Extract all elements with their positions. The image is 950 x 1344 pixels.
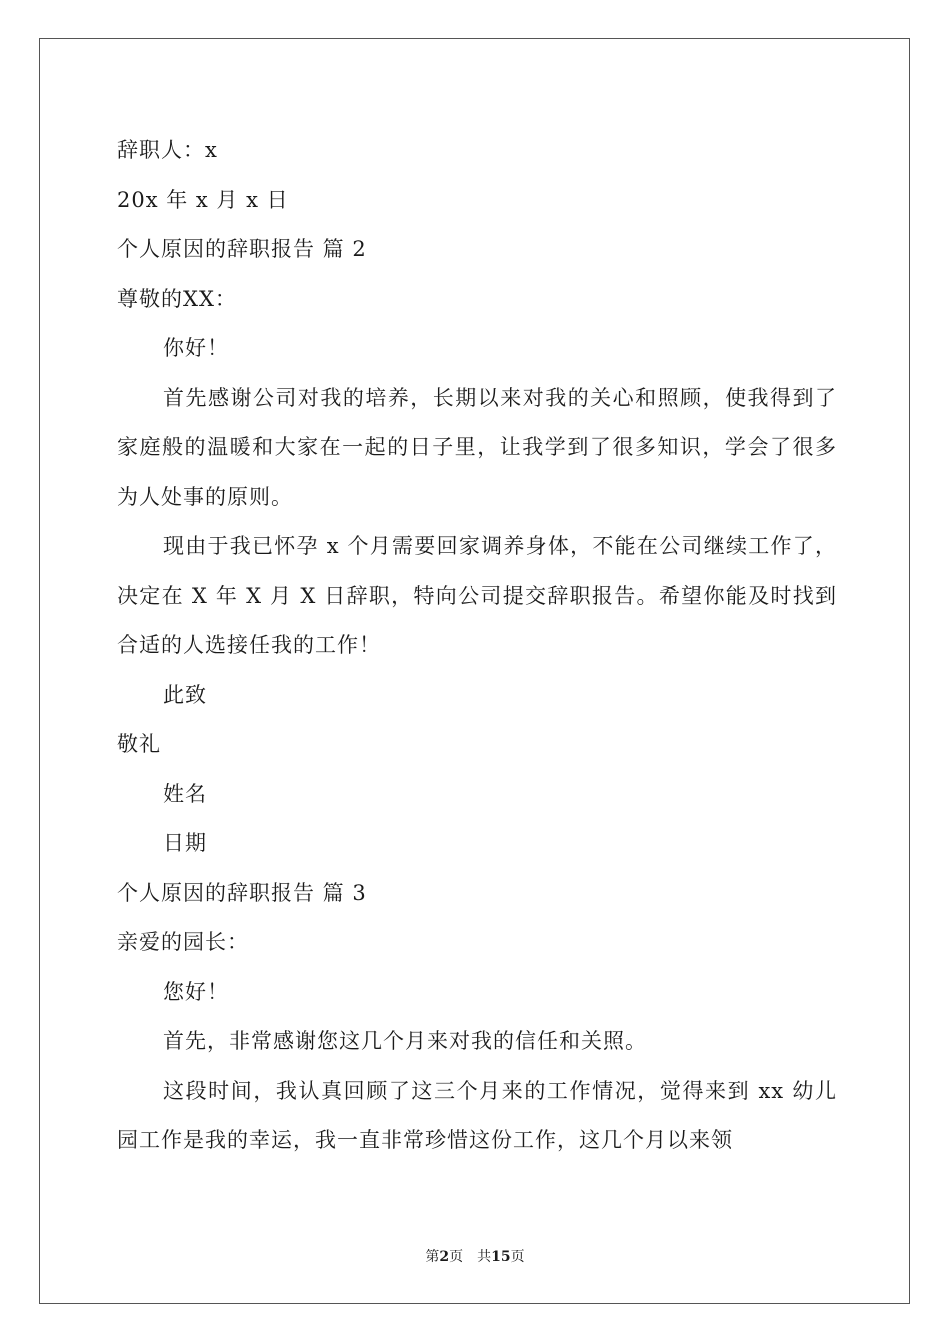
paragraph-thanks: 首先感谢公司对我的培养，长期以来对我的关心和照顾，使我得到了家庭般的温暖和大家在一起的日子里，让我学到了很多知识，学会了很多为人处事的原则。 [117,385,837,509]
salutation: 尊敬的XX： [117,286,237,311]
closing-jingli: 敬礼 [117,732,161,756]
date-line: 20x 年 x 月 x 日 [117,187,289,212]
total-suffix: 页 [510,1249,525,1265]
paragraph-gratitude: 首先，非常感谢您这几个月来对我的信任和关照。 [163,1029,647,1053]
greeting: 你好！ [163,336,229,360]
paragraph-reason: 现由于我已怀孕 x 个月需要回家调养身体，不能在公司继续工作了，决定在 X 年 X 月 X 日辞职，特向公司提交辞职报告。希望你能及时找到合适的人选接任我的工作！ [117,534,837,657]
greeting-polite: 您好！ [163,979,229,1004]
paragraph-review: 这段时间，我认真回顾了这三个月来的工作情况，觉得来到 xx 幼儿园工作是我的幸运，我一直非常珍惜这份工作，这几个月以来领 [117,1078,837,1152]
page-footer [0,1246,950,1266]
section-heading-3: 个人原因的辞职报告 篇 3 [117,880,367,905]
resigner-line: 辞职人：x [117,138,218,162]
signature-date: 日期 [163,831,207,855]
document-body [117,126,837,1166]
signature-name: 姓名 [163,781,207,806]
salutation-principal: 亲爱的园长： [117,930,249,954]
total-prefix: 共 [477,1249,492,1265]
section-heading-2: 个人原因的辞职报告 篇 2 [117,237,367,261]
total-pages: 15 [491,1249,511,1265]
page-suffix: 页 [449,1249,464,1265]
page-number: 2 [439,1249,450,1265]
page-prefix: 第 [425,1249,440,1265]
closing-cizhi: 此致 [163,682,207,707]
